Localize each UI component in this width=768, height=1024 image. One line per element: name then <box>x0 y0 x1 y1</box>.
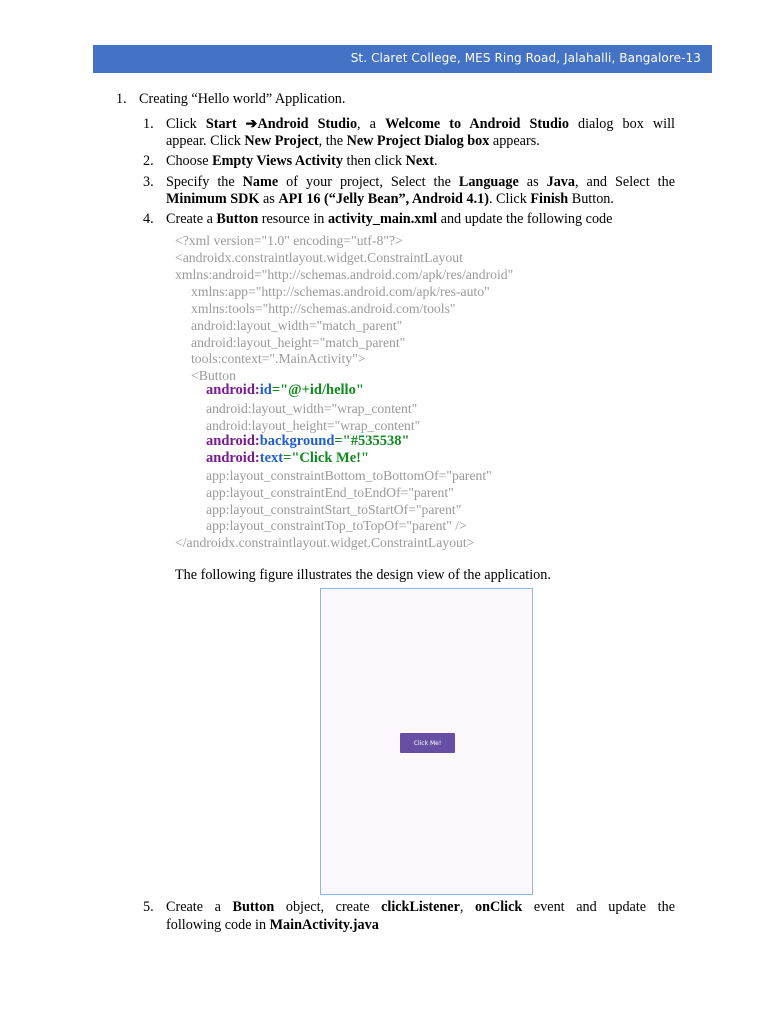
code-line-background: android:background="#535538" <box>206 433 410 449</box>
code-line: app:layout_constraintTop_toTopOf="parent" /> <box>206 518 467 533</box>
header-text: St. Claret College, MES Ring Road, Jalahalli, Bangalore-13 <box>350 51 701 65</box>
design-view-figure <box>320 588 533 895</box>
code-line: android:layout_height="wrap_content" <box>206 418 421 433</box>
code-line-id: android:id="@+id/hello" <box>206 382 364 398</box>
code-line: app:layout_constraintEnd_toEndOf="parent" <box>206 485 454 500</box>
step-5-number: 5. <box>143 899 154 915</box>
code-line: <androidx.constraintlayout.widget.ConstraintLayout <box>175 250 463 265</box>
click-me-button: Click Me! <box>400 733 455 753</box>
code-line: xmlns:app="http://schemas.android.com/apk/res-auto" <box>191 284 490 299</box>
step-5-line-1: Create a Button object, create clickListener, onClick event and update the <box>166 899 675 915</box>
step-2-text: Choose Empty Views Activity then click Next. <box>166 153 438 169</box>
step-1-line-2: appear. Click New Project, the New Project Dialog box appears. <box>166 133 540 149</box>
step-3-line-2: Minimum SDK as API 16 (“Jelly Bean”, Android 4.1). Click Finish Button. <box>166 191 614 207</box>
code-line: <?xml version="1.0" encoding="utf-8"?> <box>175 233 403 248</box>
code-line: xmlns:tools="http://schemas.android.com/tools" <box>191 301 456 316</box>
code-line-text: android:text="Click Me!" <box>206 450 370 466</box>
code-line: android:layout_height="match_parent" <box>191 335 406 350</box>
header-bar <box>93 45 712 73</box>
code-line: android:layout_width="wrap_content" <box>206 401 418 416</box>
arrow-icon: ➔ <box>245 116 258 132</box>
step-5-line-2: following code in MainActivity.java <box>166 917 379 933</box>
step-1-line-1: Click Start ➔Android Studio, a Welcome to Android Studio dialog box will <box>166 116 675 132</box>
code-line: app:layout_constraintBottom_toBottomOf="parent" <box>206 468 492 483</box>
code-line: app:layout_constraintStart_toStartOf="parent" <box>206 502 462 517</box>
code-line: </androidx.constraintlayout.widget.ConstraintLayout> <box>175 535 475 550</box>
code-line: <Button <box>191 368 236 383</box>
step-3-line-1: Specify the Name of your project, Select the Language as Java, and Select the <box>166 174 675 190</box>
section-number: 1. <box>116 91 127 107</box>
step-2-number: 2. <box>143 153 154 169</box>
code-line: xmlns:android="http://schemas.android.com/apk/res/android" <box>175 267 514 282</box>
code-line: android:layout_width="match_parent" <box>191 318 403 333</box>
step-4-number: 4. <box>143 211 154 227</box>
section-title: Creating “Hello world” Application. <box>139 91 346 107</box>
figure-caption: The following figure illustrates the design view of the application. <box>175 567 551 583</box>
step-1-number: 1. <box>143 116 154 132</box>
step-4-text: Create a Button resource in activity_main.xml and update the following code <box>166 211 613 227</box>
code-line: tools:context=".MainActivity"> <box>191 351 366 366</box>
step-3-number: 3. <box>143 174 154 190</box>
